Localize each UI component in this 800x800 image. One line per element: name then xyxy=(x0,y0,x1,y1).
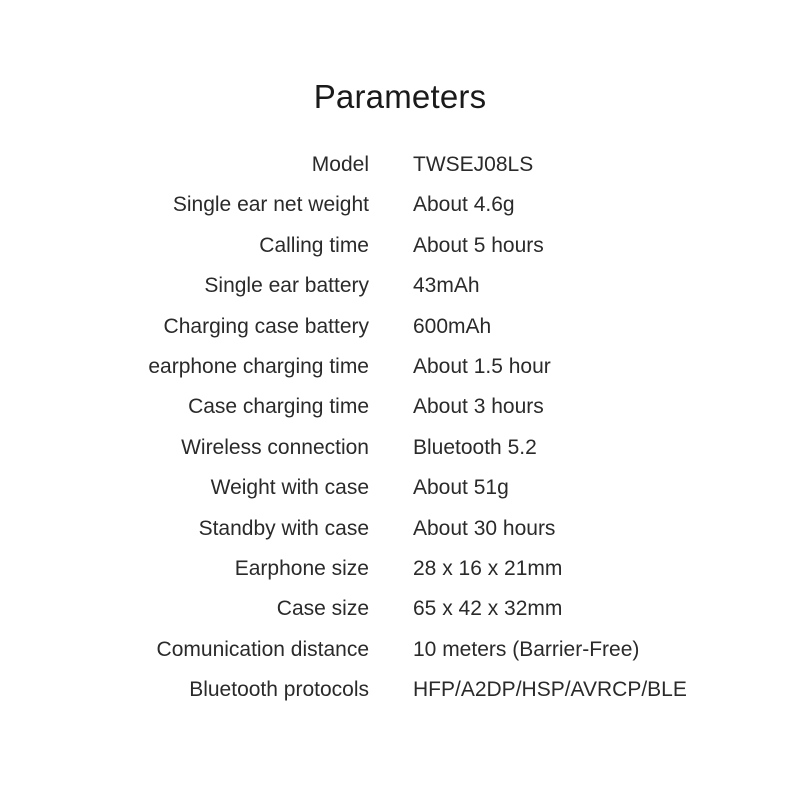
param-label: Model xyxy=(311,153,369,176)
param-value: 65 x 42 x 32mm xyxy=(413,597,563,621)
param-value: About 1.5 hour xyxy=(413,354,551,378)
param-value: About 51g xyxy=(413,476,509,500)
param-label: Comunication distance xyxy=(156,637,369,661)
param-row-case-size xyxy=(0,589,800,629)
param-label: Calling time xyxy=(259,233,369,257)
parameters-table xyxy=(0,145,800,710)
param-label: Wireless connection xyxy=(181,435,369,459)
page-title: Parameters xyxy=(313,78,487,115)
param-value: HFP/A2DP/HSP/AVRCP/BLE xyxy=(413,678,687,702)
param-value: About 3 hours xyxy=(413,395,544,419)
param-row-communication-distance xyxy=(0,630,800,670)
param-value: Bluetooth 5.2 xyxy=(413,435,537,459)
param-row-bluetooth-protocols xyxy=(0,670,800,710)
param-row-charging-case-battery xyxy=(0,307,800,347)
param-value: About 5 hours xyxy=(413,233,544,257)
param-value: 43mAh xyxy=(413,274,480,298)
param-label: Bluetooth protocols xyxy=(189,678,369,702)
param-label: Charging case battery xyxy=(163,314,369,338)
param-label: Single ear net weight xyxy=(172,193,369,217)
param-row-weight-with-case xyxy=(0,468,800,508)
param-label: Single ear battery xyxy=(204,274,369,298)
param-row-earphone-size xyxy=(0,549,800,589)
param-value: 28 x 16 x 21mm xyxy=(413,556,563,580)
param-row-standby-with-case xyxy=(0,509,800,549)
param-label: earphone charging time xyxy=(148,354,369,378)
param-value: 10 meters (Barrier-Free) xyxy=(413,637,640,661)
param-row-case-charging-time xyxy=(0,387,800,427)
param-row-earphone-charging-time xyxy=(0,347,800,387)
param-label: Case size xyxy=(276,597,369,621)
param-row-single-ear-net-weight xyxy=(0,185,800,225)
param-row-model xyxy=(0,145,800,185)
param-label: Case charging time xyxy=(188,395,369,419)
param-value: TWSEJ08LS xyxy=(413,153,534,176)
param-label: Standby with case xyxy=(198,516,369,540)
param-value: 600mAh xyxy=(413,314,492,338)
param-row-calling-time xyxy=(0,226,800,266)
param-value: About 4.6g xyxy=(413,193,515,217)
param-label: Earphone size xyxy=(234,556,369,580)
param-row-wireless-connection xyxy=(0,428,800,468)
param-label: Weight with case xyxy=(210,476,369,500)
param-row-single-ear-battery xyxy=(0,266,800,306)
param-value: About 30 hours xyxy=(413,516,556,540)
